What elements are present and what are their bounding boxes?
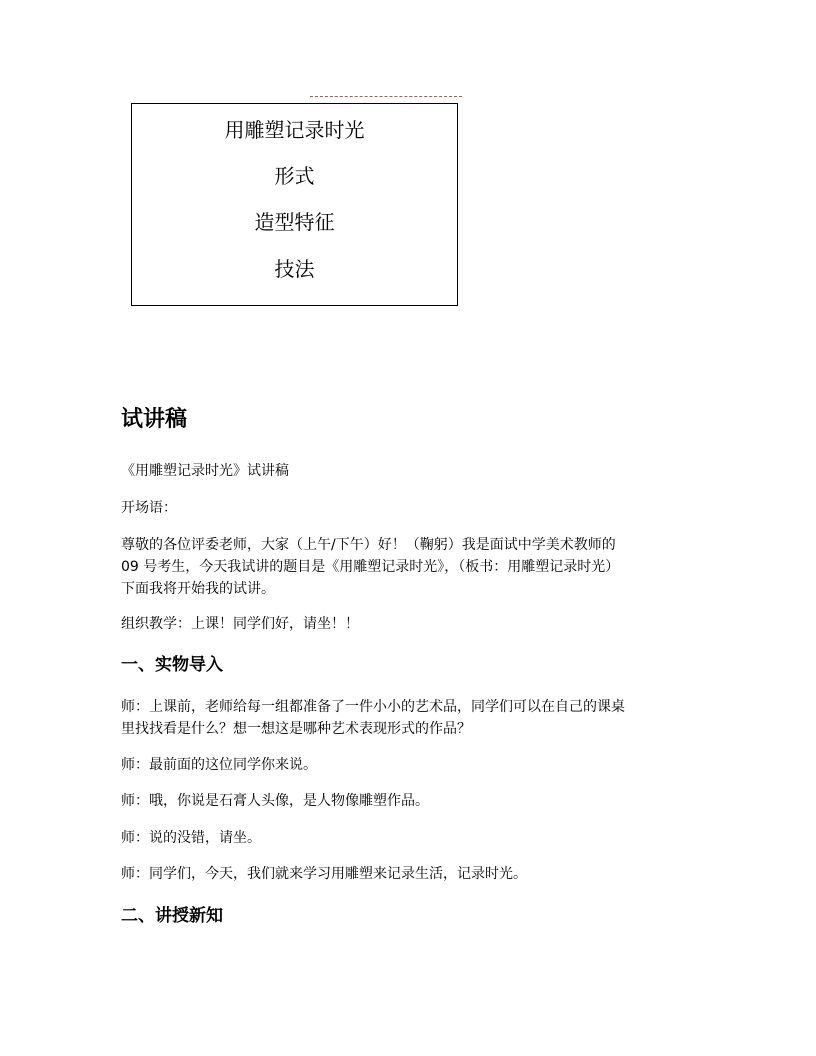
section1-paragraph-2: 师：最前面的这位同学你来说。 [121,757,317,773]
board-title: 用雕塑记录时光 [224,118,365,142]
decorative-dashed-rule [310,96,462,97]
section1-paragraph-4: 师：说的没错，请坐。 [121,830,261,846]
board-item-form: 形式 [274,164,315,188]
board-item-features: 造型特征 [254,210,335,234]
document-subtitle: 《用雕塑记录时光》试讲稿 [121,463,289,479]
organize-paragraph: 组织教学：上课！同学们好，请坐！！ [121,616,359,632]
section1-paragraph-5: 师：同学们，今天，我们就来学习用雕塑来记录生活，记录时光。 [121,866,527,882]
document-title: 试讲稿 [121,407,188,432]
blackboard-outline-box [131,103,458,306]
opening-line: 尊敬的各位评委老师，大家（上午/下午）好！（鞠躬）我是面试中学美术教师的 [121,537,616,553]
board-item-technique: 技法 [274,257,315,281]
opening-line: 下面我将开始我的试讲。 [121,581,275,597]
section-heading-1: 一、实物导入 [121,655,223,675]
paragraph-line: 里找找看是什么？想一想这是哪种艺术表现形式的作品？ [121,721,471,737]
opening-line: 09 号考生，今天我试讲的题目是《用雕塑记录时光》，（板书：用雕塑记录时光） [121,559,620,575]
section1-paragraph-3: 师：哦，你说是石膏人头像，是人物像雕塑作品。 [121,793,429,809]
paragraph-line: 师：上课前，老师给每一组都准备了一件小小的艺术品，同学们可以在自己的课桌 [121,699,625,715]
section-heading-2: 二、讲授新知 [121,906,223,926]
opening-label: 开场语： [121,500,177,516]
